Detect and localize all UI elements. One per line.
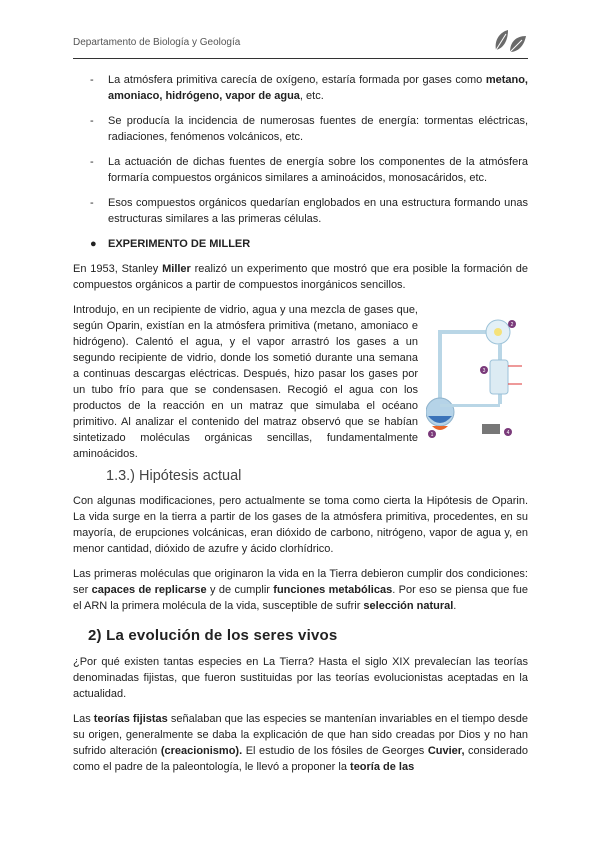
document-body: [73, 72, 528, 784]
miller-heading: ● EXPERIMENTO DE MILLER: [90, 238, 251, 250]
list-item: - Se producía la incidencia de numerosas fuentes de energía: tormentas eléctricas, radiaciones, fenómenos volcánicos, etc.: [90, 115, 528, 143]
list-item: - La actuación de dichas fuentes de energía sobre los componentes de la atmósfera formaría compuestos orgánicos similares a aminoácidos, monosacáridos, etc.: [90, 156, 528, 184]
page-header: [73, 36, 528, 60]
figure-label-3: 3: [482, 368, 486, 374]
miller-description-paragraph: Introdujo, en un recipiente de vidrio, agua y una mezcla de gases que, según Oparin, existían en la atmósfera primitiva (metano, amoniaco e hidrógeno). Calentó el agua, y el vapor arrastró los gases a un segundo recipiente de vidrio, donde los sometió durante una semana a continuas descargas eléctricas. Después, hizo pasar los gases por un tubo frío para que se condensasen. Recogió el agua con los productos de la reacción en un matraz que simulaba el océano primitivo. Al analizar el contenido del matraz observó que se habían sintetizado moléculas orgánicas sencillas, fundamentalmente aminoácidos.: [73, 304, 418, 460]
leaf-logo-icon: [492, 28, 528, 54]
paragraph: ¿Por qué existen tantas especies en La Tierra? Hasta el siglo XIX prevalecían las teorías denominadas fijistas, que fueron sustituidas por las teorías evolucionistas aceptadas en la actualidad.: [73, 656, 528, 700]
section-heading-1-3: 1.3.) Hipótesis actual: [106, 468, 242, 484]
figure-label-2: 2: [510, 322, 514, 328]
paragraph: Las primeras moléculas que originaron la vida en la Tierra debieron cumplir dos condiciones: ser capaces de replicarse y de cumplir funciones metabólicas. Por eso se piensa que fue el ARN la primera molécula de la vida, susceptible de sufrir selección natural.: [73, 568, 528, 612]
miller-apparatus-illustration: [426, 300, 526, 450]
paragraph: Con algunas modificaciones, pero actualmente se toma como cierta la Hipótesis de Oparin. La vida surge en la tierra a partir de los gases de la atmósfera primitiva, procedentes, en su mayoría, de erupciones volcánicas, eran dióxido de carbono, nitrógeno, vapor de agua y, en menor cantidad, dióxido de azufre y ácido clorhídrico.: [73, 495, 528, 555]
paragraph: Las teorías fijistas señalaban que las especies se mantenían invariables en el tiempo desde su origen, generalmente se daba la explicación de que han sido creadas por Dios y no han sufrido alteración (creacionismo). El estudio de los fósiles de Georges Cuvier, considerado como el padre de la paleontología, le llevó a proponer la teoría de las: [73, 713, 528, 773]
header-rule: [73, 58, 528, 59]
list-item: - Esos compuestos orgánicos quedarían englobados en una estructura formando unas estructuras similares a las primeras células.: [90, 197, 528, 225]
department-title: Departamento de Biología y Geología: [73, 37, 241, 48]
figure-label-1: 1: [430, 432, 434, 438]
miller-intro-paragraph: En 1953, Stanley Miller realizó un experimento que mostró que era posible la formación de compuestos orgánicos a partir de compuestos inorgánicos sencillos.: [73, 263, 529, 291]
section-heading-2: 2) La evolución de los seres vivos: [88, 627, 338, 644]
figure-label-4: 4: [506, 430, 510, 436]
list-item: - La atmósfera primitiva carecía de oxígeno, estaría formada por gases como metano, amoniaco, hidrógeno, vapor de agua, etc.: [90, 74, 528, 102]
